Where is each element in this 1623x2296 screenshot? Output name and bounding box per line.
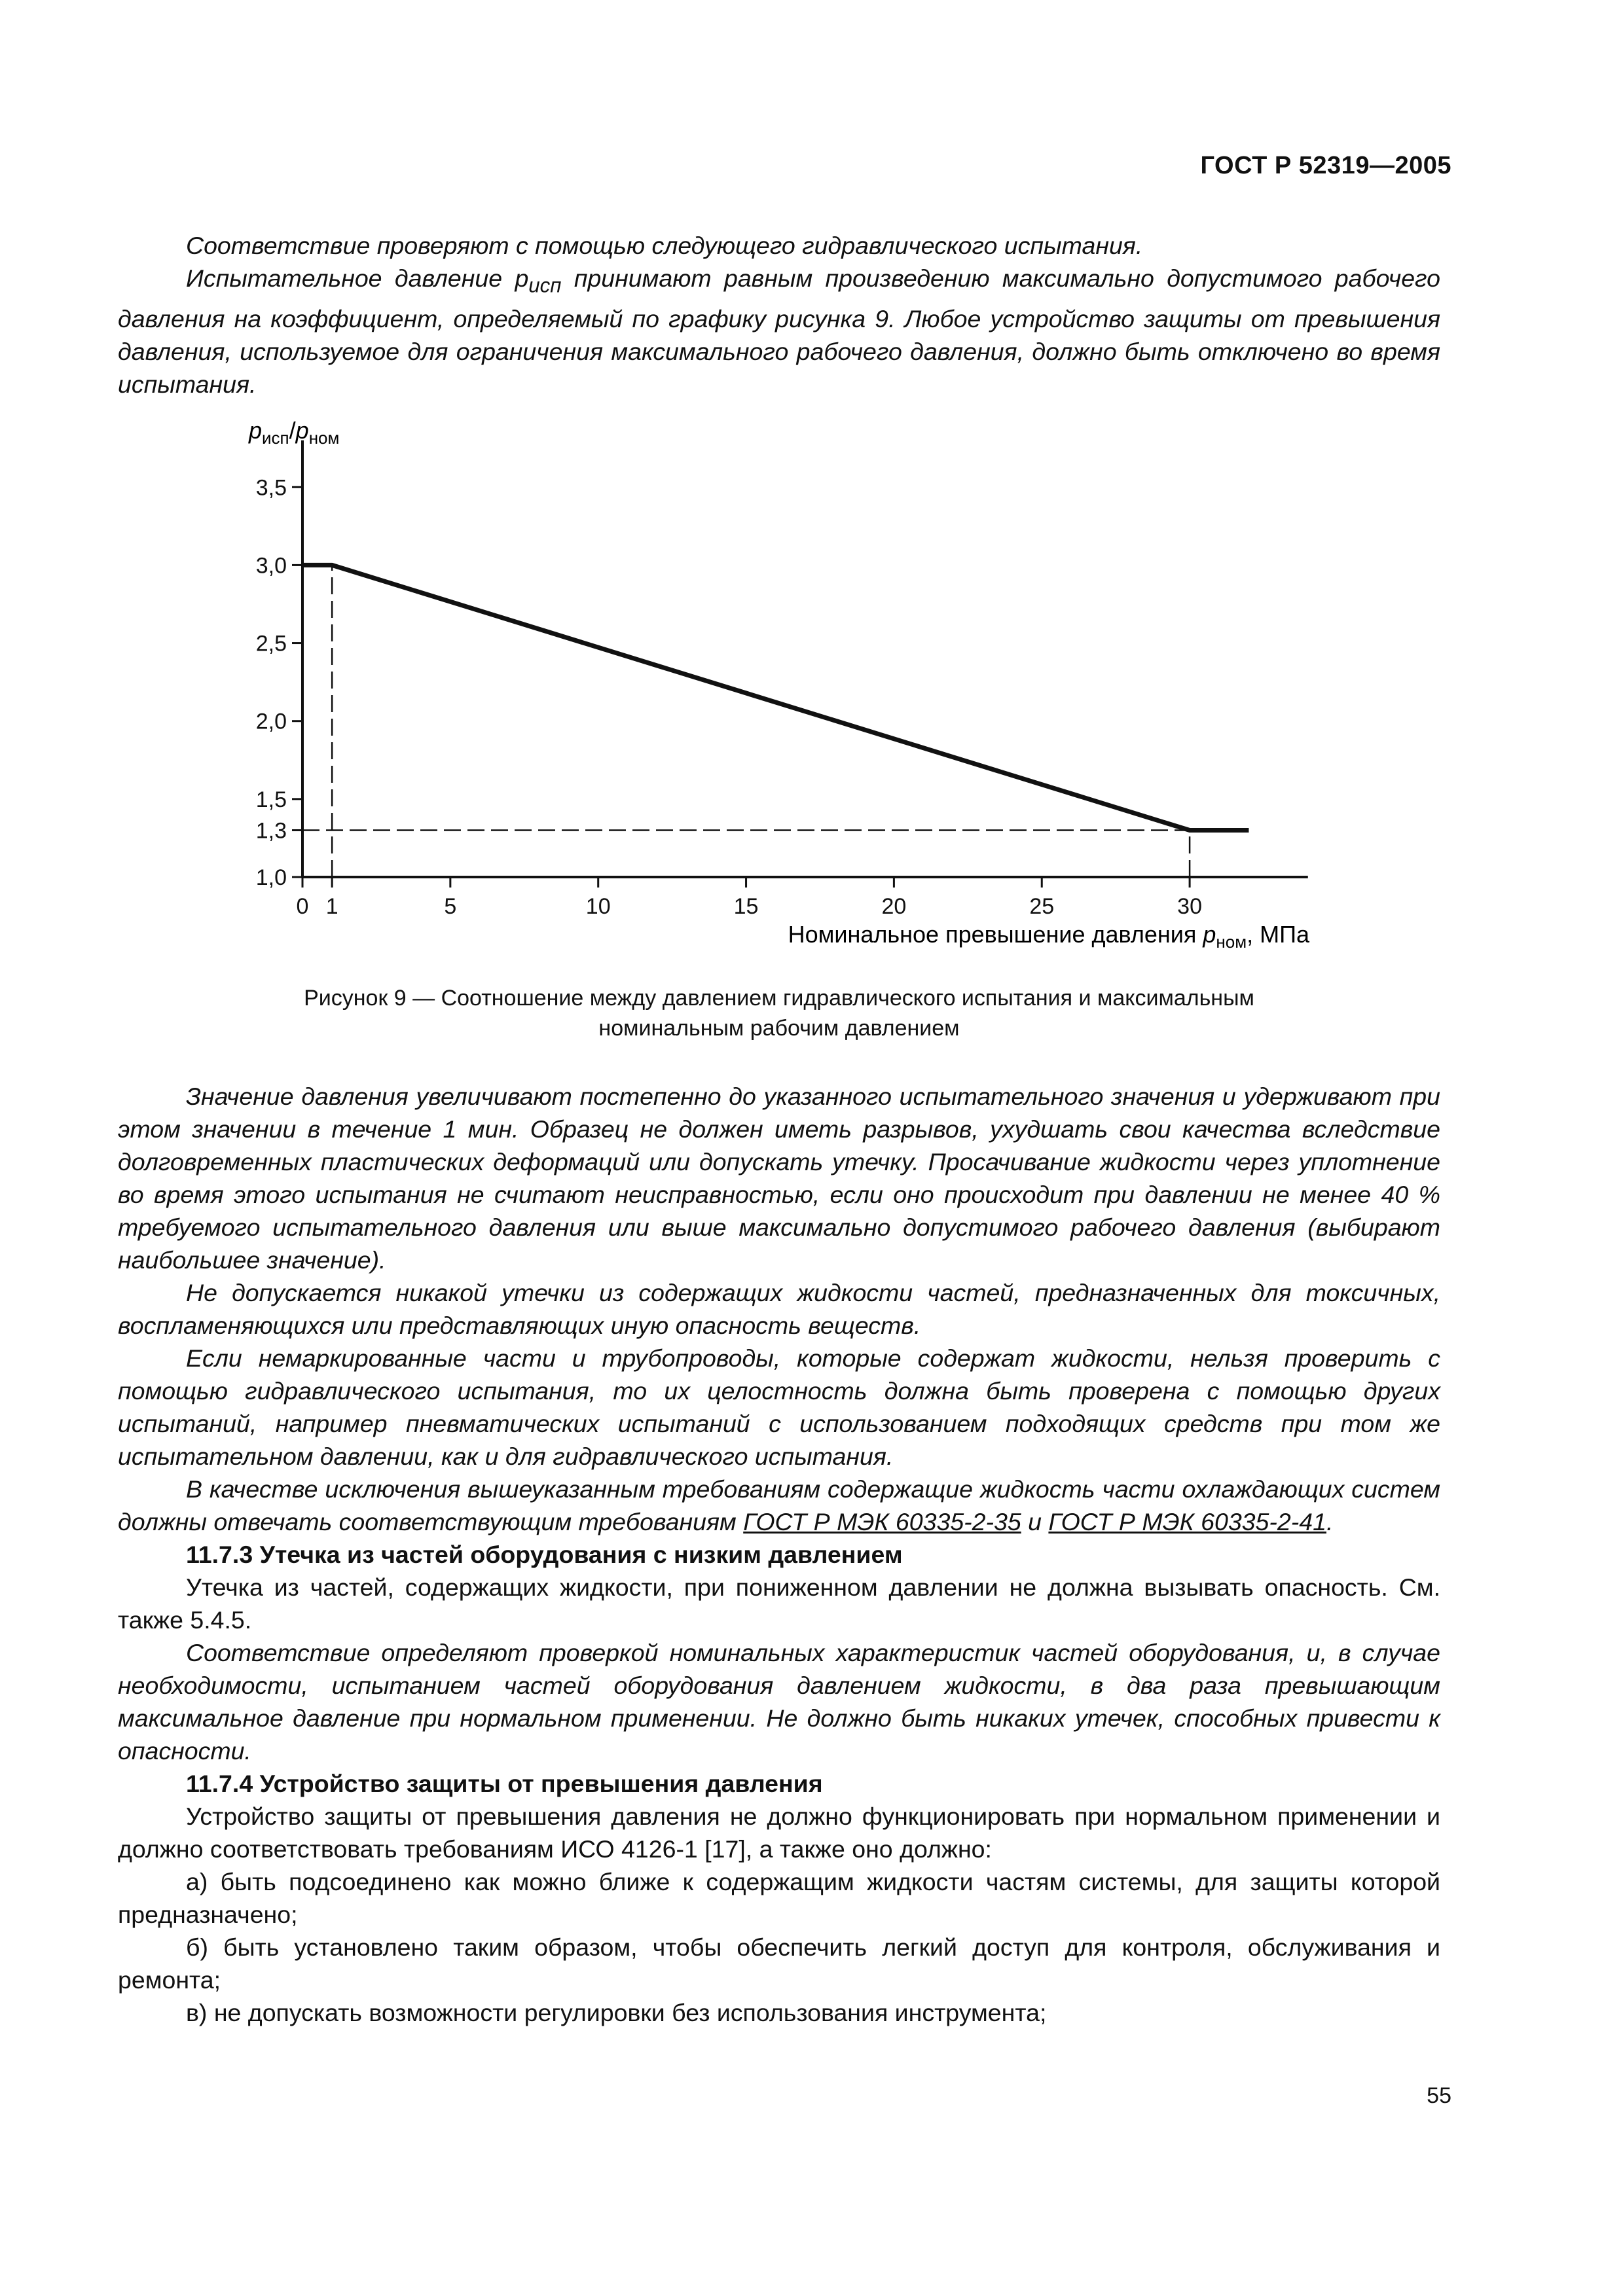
body-paragraph-1: Значение давления увеличивают постепенно до указанного испытательного значения и удерживают при этом значении в течение 1 мин. Образец не должен иметь разрывов, ухудшать свои качества вследствие долговременных пластических деформаций или допускать утечку. Просачивание жидкости через уплотнение во время этого испытания не считают неисправностью, если оно происходит при давлении не менее 40 % требуемого испытательного давления или выше максимально допустимого рабочего давления (выбирают наибольшее значение). bbox=[118, 1083, 1440, 1274]
x-tick-label: 5 bbox=[444, 894, 457, 919]
figure-caption bbox=[118, 983, 1440, 1043]
page-number: 55 bbox=[1427, 2083, 1451, 2108]
x-tick-label: 25 bbox=[1029, 894, 1055, 919]
chart-svg bbox=[196, 406, 1349, 969]
x-tick-label: 20 bbox=[881, 894, 907, 919]
intro-p2-start: Испытательное давление bbox=[186, 264, 515, 292]
p-test-symbol: p bbox=[515, 264, 529, 292]
series-line-ratio bbox=[302, 565, 1249, 830]
figure-9-chart bbox=[196, 406, 1349, 969]
body-paragraph-3: Если немаркированные части и трубопроводы, которые содержат жидкости, нельзя проверить с помощью гидравлического испытания, то их целостность должна быть проверена с помощью других испытаний, например пневматических испытаний с использованием подходящих средств при том же испытательном давлении, как и для гидравлического испытания. bbox=[118, 1344, 1440, 1470]
y-tick-label: 1,0 bbox=[255, 865, 287, 890]
p4-text-end: . bbox=[1326, 1508, 1334, 1535]
p-test-subscript: исп bbox=[528, 274, 562, 297]
y-tick-label: 1,5 bbox=[255, 787, 287, 812]
section-11-7-3-title: 11.7.3 Утечка из частей оборудования с низким давлением bbox=[186, 1541, 903, 1568]
y-tick-label: 2,0 bbox=[255, 709, 287, 734]
intro-paragraph-2 bbox=[118, 262, 1440, 401]
intro-p2-end: принимают равным произведению максимально допустимого рабочего давления на коэффициент, определяемый по графику рисунка 9. Любое устройство защиты от превышения давления, используемое для ограничения максимального рабочего давления, должно быть отключено во время испытания. bbox=[118, 264, 1440, 398]
body-paragraph-2: Не допускается никакой утечки из содержащих жидкости частей, предназначенных для токсичных, воспламеняющихся или представляющих иную опасность веществ. bbox=[118, 1279, 1440, 1339]
section-11-7-3-paragraph-2: Соответствие определяют проверкой номинальных характеристик частей оборудования, и, в случае необходимости, испытанием частей оборудования давлением жидкости, в два раза превышающим максимальное давление при нормальном применении. Не должно быть никаких утечек, способных привести к опасности. bbox=[118, 1639, 1440, 1765]
x-tick-label: 15 bbox=[733, 894, 759, 919]
x-tick-label: 1 bbox=[325, 894, 338, 919]
y-tick-label: 2,5 bbox=[255, 631, 287, 656]
body-text bbox=[118, 1080, 1440, 2029]
x-axis-label: Номинальное превышение давления $p_{ном}$, МПа bbox=[788, 921, 1309, 952]
y-tick-label: 3,0 bbox=[255, 553, 287, 579]
p4-text-start: В качестве исключения вышеуказанным требованиям содержащие жидкость части охлаждающих систем должны отвечать соответствующим требованиям bbox=[118, 1475, 1440, 1535]
section-11-7-3-paragraph-1: Утечка из частей, содержащих жидкости, при пониженном давлении не должна вызывать опасность. См. также 5.4.5. bbox=[118, 1573, 1440, 1634]
x-tick-label: 30 bbox=[1177, 894, 1203, 919]
link-gost-60335-2-35[interactable]: ГОСТ Р МЭК 60335-2-35 bbox=[743, 1508, 1021, 1535]
x-tick-label: 10 bbox=[585, 894, 611, 919]
document-code: ГОСТ Р 52319—2005 bbox=[1200, 152, 1451, 179]
link-gost-60335-2-41[interactable]: ГОСТ Р МЭК 60335-2-41 bbox=[1048, 1508, 1326, 1535]
list-item-c: в) не допускать возможности регулировки без использования инструмента; bbox=[186, 1999, 1047, 2026]
caption-line-1: Рисунок 9 — Соотношение между давлением гидравлического испытания и максимальным bbox=[304, 986, 1254, 1011]
y-tick-label: 1,3 bbox=[255, 818, 287, 844]
intro-text bbox=[118, 229, 1440, 401]
y-axis-label: $p_{исп}/p_{ном}$ bbox=[249, 417, 340, 448]
list-item-b: б) быть установлено таким образом, чтобы обеспечить легкий доступ для контроля, обслуживания и ремонта; bbox=[118, 1933, 1440, 1994]
y-tick-label: 3,5 bbox=[255, 475, 287, 501]
section-11-7-4-title: 11.7.4 Устройство защиты от превышения давления bbox=[186, 1770, 823, 1797]
list-item-a: а) быть подсоединено как можно ближе к содержащим жидкости частям системы, для защиты которой предназначено; bbox=[118, 1868, 1440, 1928]
body-paragraph-4 bbox=[118, 1473, 1440, 1538]
section-11-7-4-paragraph-1: Устройство защиты от превышения давления не должно функционировать при нормальном применении и должно соответствовать требованиям ИСО 4126-1 [17], а также оно должно: bbox=[118, 1803, 1440, 1863]
x-tick-label: 0 bbox=[296, 894, 309, 919]
intro-paragraph-1: Соответствие проверяют с помощью следующего гидравлического испытания. bbox=[186, 232, 1143, 259]
p4-text-and: и bbox=[1021, 1508, 1049, 1535]
caption-line-2: номинальным рабочим давлением bbox=[598, 1016, 960, 1041]
